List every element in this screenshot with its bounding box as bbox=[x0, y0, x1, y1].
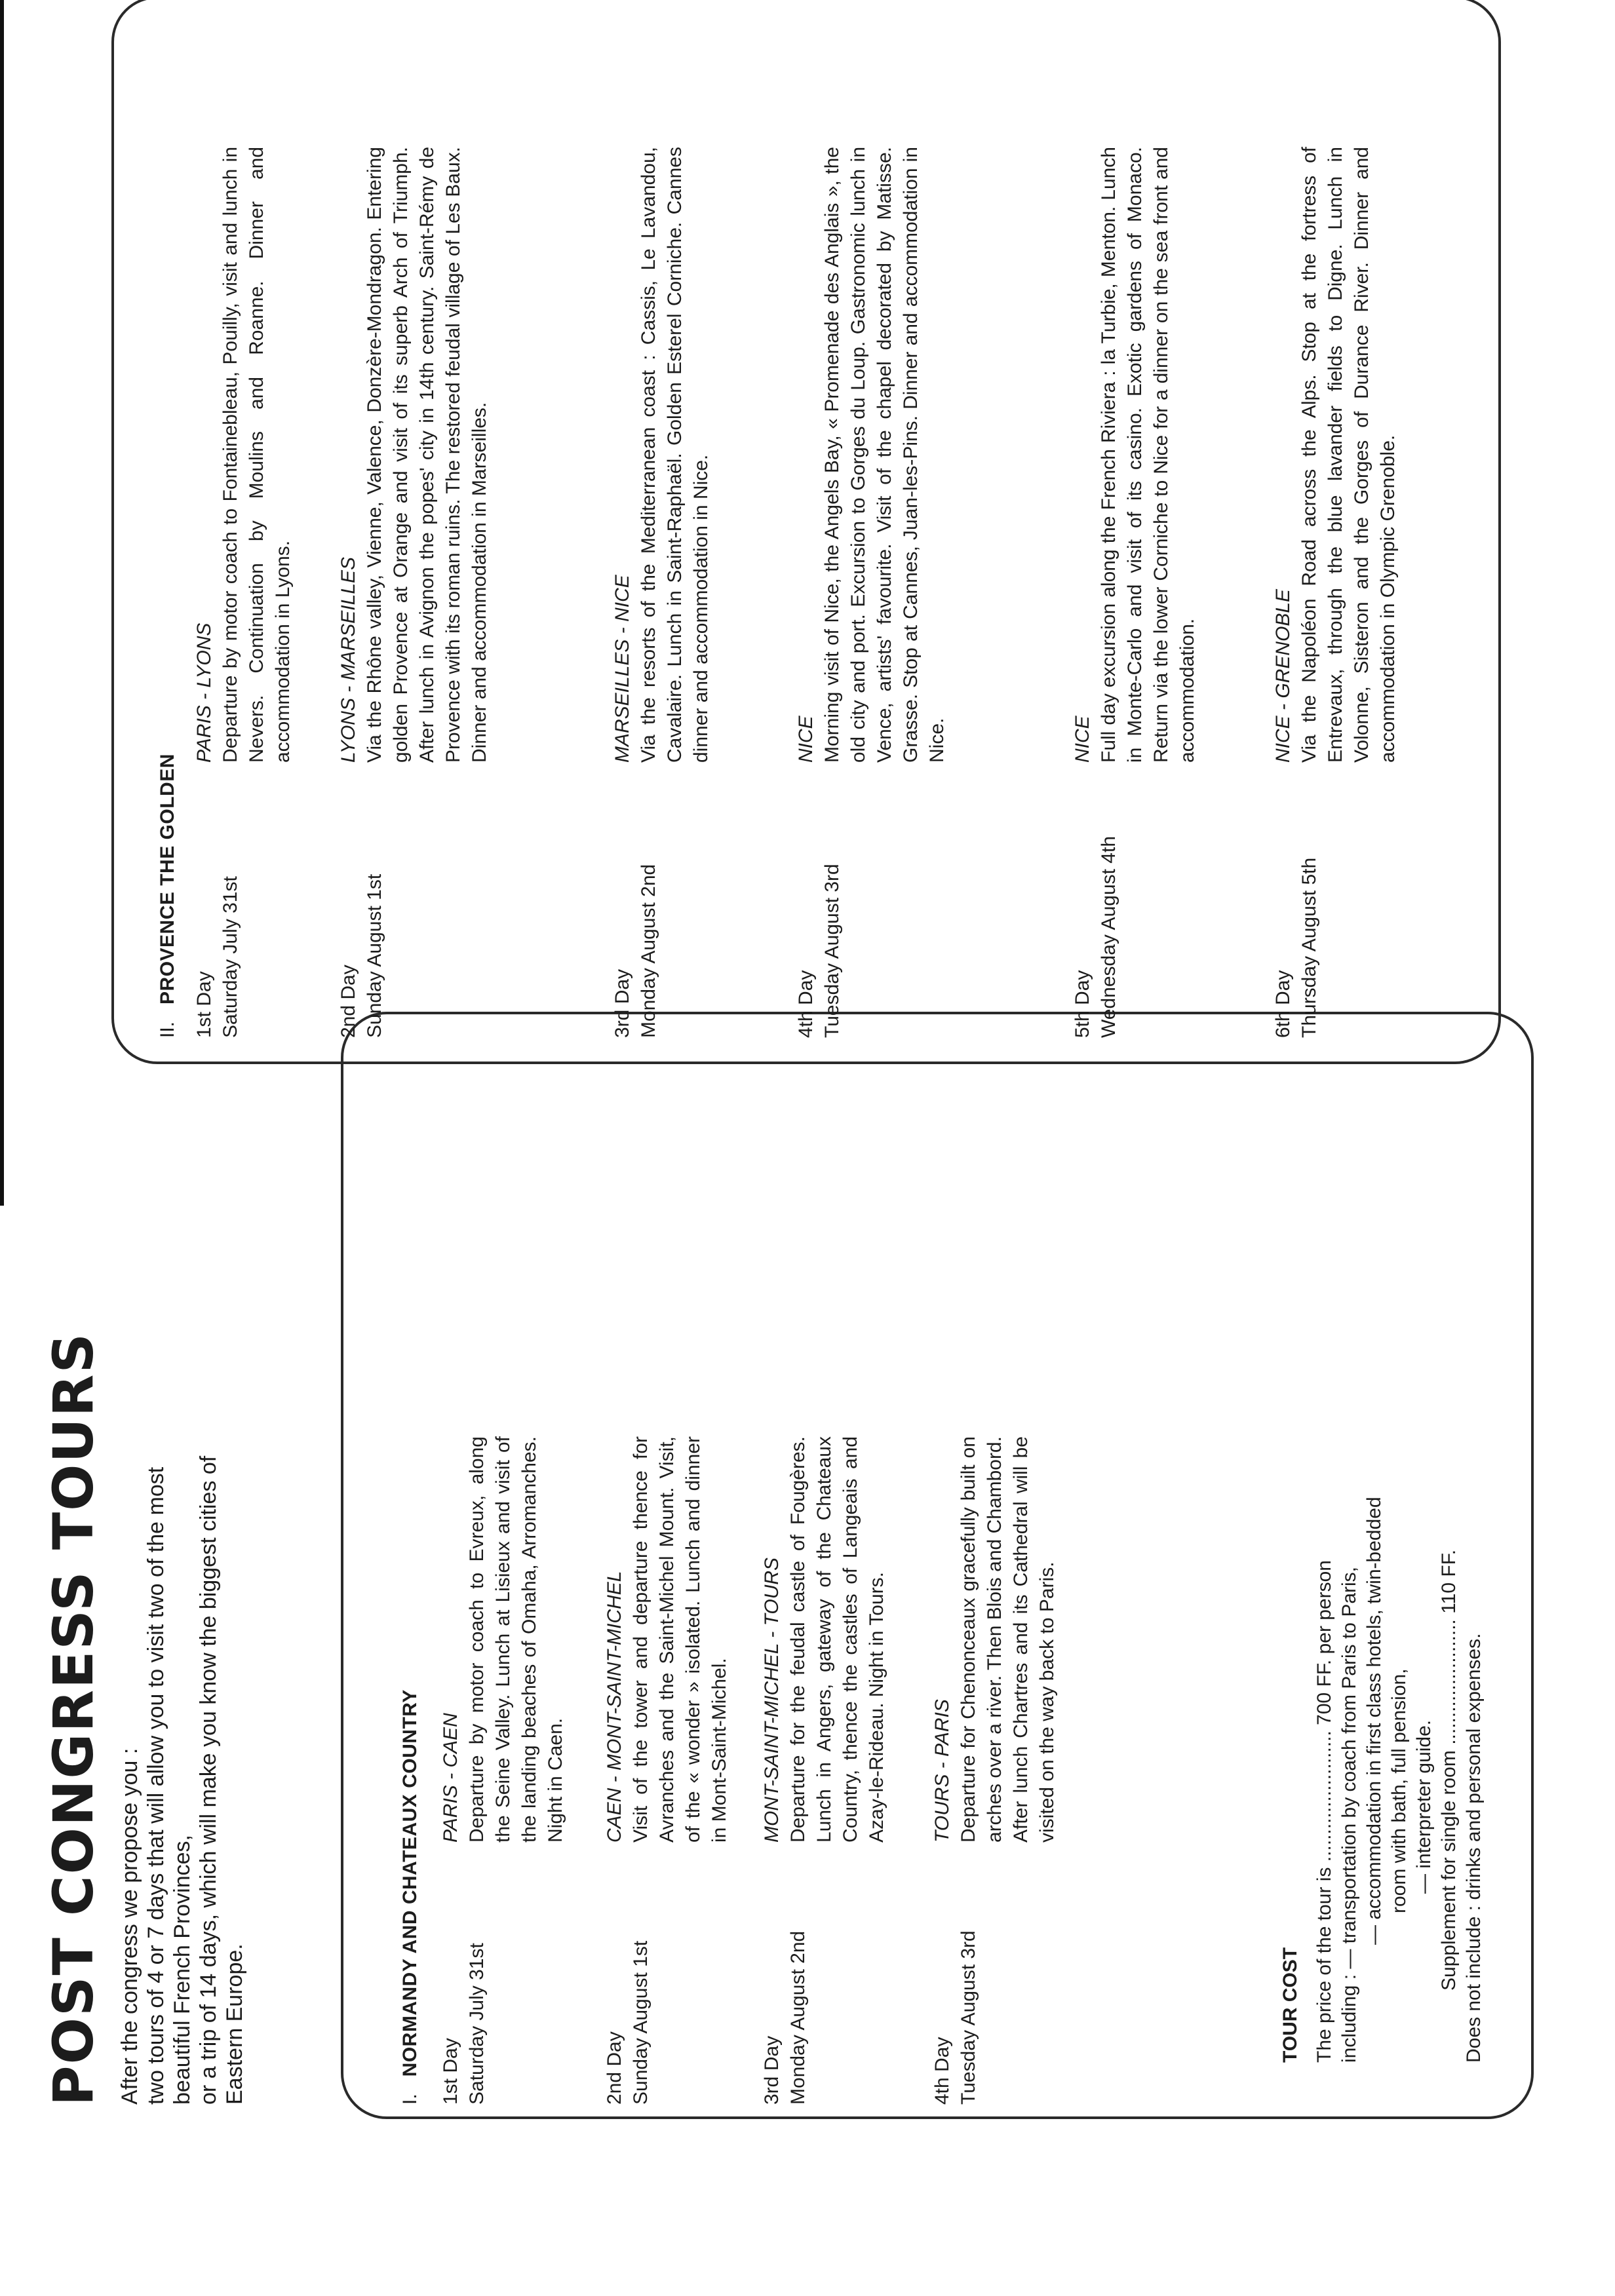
exclusions-line: Does not include : drinks and personal expenses. bbox=[1463, 1633, 1485, 2063]
tour-cost-heading: TOUR COST bbox=[1279, 1947, 1301, 2063]
day-route: NICE bbox=[795, 716, 817, 763]
day-description: Via the Napoléon Road across the Alps. Stop at the fortress of Entrevaux, through the blue lavander fields to Digne. Lunch in Volonne, Sisteron and the Gorges of Durance River. Dinner and accommodation in Olympic Grenoble. bbox=[1298, 147, 1399, 763]
intro-paragraph bbox=[117, 1082, 248, 2105]
day-date: Wednesday August 4th bbox=[1098, 836, 1119, 1038]
included-item: — interpreter guide. bbox=[1413, 1719, 1435, 1894]
day-number: 2nd Day bbox=[604, 2031, 625, 2105]
day-description: Departure by motor coach to Fontainebleau, Pouilly, visit and lunch in Nevers. Continuation by Moulins and Roanne. Dinner and accommodation in Lyons. bbox=[220, 147, 294, 763]
day-date: Saturday July 31st bbox=[466, 1943, 488, 2105]
intro-line: Eastern Europe. bbox=[222, 1943, 247, 2105]
day-description: Full day excursion along the French Riviera : la Turbie, Menton. Lunch in Monte-Carlo and visit of its casino. Exotic gardens of Monaco. Return via the lower Corniche to Nice for a dinner on the sea front and accommodation. bbox=[1098, 147, 1198, 763]
tour-1-heading bbox=[399, 1689, 422, 2105]
day-date: Saturday July 31st bbox=[220, 876, 241, 1038]
tour-1-number: I. bbox=[399, 2094, 421, 2105]
day-description: Via the Rhône valley, Vienne, Valence, Donzère-Mondragon. Entering golden Provence at Orange and visit of its superb Arch of Triumph. After lunch in Avignon the popes' city in 14th century. Saint-Rémy de Provence with its roman ruins. The restored feudal village of Les Baux. Dinner and accommodation in Marseilles. bbox=[364, 147, 490, 763]
day-route: NICE bbox=[1072, 716, 1093, 763]
intro-line: After the congress we propose you : bbox=[117, 1748, 142, 2105]
day-route: LYONS - MARSEILLES bbox=[338, 556, 359, 763]
day-description: Morning visit of Nice, the Angels Bay, « Promenade des Anglais », the old city and port. Excursion to Gorges du Loup. Gastronomic lunch in Vence, artists' favourite. Visit of the chapel decorated by Matisse. Grasse. Stop at Cannes, Juan-les-Pins. Dinner and accommodation in Nice. bbox=[821, 147, 948, 763]
day-date: Tuesday August 3rd bbox=[958, 1930, 979, 2105]
tour-cost-section bbox=[1278, 1054, 1487, 2063]
tour-2-name: PROVENCE THE GOLDEN bbox=[157, 754, 178, 1004]
tour-1-name: NORMANDY AND CHATEAUX COUNTRY bbox=[399, 1689, 421, 2077]
included-item: — accommodation in first class hotels, twin-bedded bbox=[1363, 1497, 1385, 1945]
day-number: 1st Day bbox=[440, 2038, 461, 2105]
day-number: 3rd Day bbox=[761, 2035, 783, 2105]
day-route: TOURS - PARIS bbox=[931, 1699, 953, 1843]
day-date: Monday August 2nd bbox=[638, 864, 659, 1038]
included-item-continued: room with bath, full pension, bbox=[1388, 1668, 1410, 1913]
day-route: PARIS - LYONS bbox=[193, 622, 215, 763]
day-date: Sunday August 1st bbox=[630, 1940, 652, 2105]
day-number: 3rd Day bbox=[612, 968, 633, 1038]
price-line: The price of the tour is ........................ 700 FF. per person bbox=[1313, 1560, 1335, 2063]
tour-2-heading bbox=[156, 754, 180, 1038]
included-item: including : — transportation by coach from Paris to Paris, bbox=[1338, 1566, 1360, 2063]
day-number: 4th Day bbox=[795, 970, 817, 1038]
day-date: Thursday August 5th bbox=[1298, 857, 1320, 1038]
day-description: Departure for the feudal castle of Fougères. Lunch in Angers, gateway of the Chateaux Country, thence the castles of Langeais and Azay-le-Rideau. Night in Tours. bbox=[787, 1436, 887, 1843]
day-number: 6th Day bbox=[1272, 970, 1294, 1038]
intro-line: or a trip of 14 days, which will make you know the biggest cities of bbox=[196, 1455, 221, 2105]
day-number: 2nd Day bbox=[338, 965, 359, 1038]
tour-2-number: II. bbox=[157, 1021, 178, 1038]
page-title: POST CONGRESS TOURS bbox=[41, 1332, 106, 2106]
day-number: 4th Day bbox=[931, 2037, 953, 2105]
day-description: Via the resorts of the Mediterranean coast : Cassis, Le Lavandou, Cavalaire. Lunch in Saint-Raphaël. Golden Esterel Corniche. Cannes dinner and accommodation in Nice. bbox=[638, 147, 712, 763]
day-route: MARSEILLES - NICE bbox=[612, 575, 633, 763]
intro-line: beautiful French Provinces, bbox=[170, 1835, 195, 2105]
day-date: Monday August 2nd bbox=[787, 1930, 809, 2105]
day-description: Departure by motor coach to Evreux, along the Seine Valley. Lunch at Lisieux and visit of the landing beaches of Omaha, Arromanches. Night in Caen. bbox=[466, 1436, 566, 1843]
day-route: PARIS - CAEN bbox=[440, 1713, 461, 1843]
day-route: CAEN - MONT-SAINT-MICHEL bbox=[604, 1571, 625, 1843]
day-route: NICE - GRENOBLE bbox=[1272, 588, 1294, 763]
day-route: MONT-SAINT-MICHEL - TOURS bbox=[761, 1557, 783, 1843]
day-number: 5th Day bbox=[1072, 970, 1093, 1038]
day-description: Visit of the tower and departure thence for Avranches and the Saint-Michel Mount. Visit, of the « wonder » isolated. Lunch and dinner in Mont-Saint-Michel. bbox=[630, 1436, 730, 1843]
intro-line: two tours of 4 or 7 days that will allow you to visit two of the most bbox=[144, 1466, 168, 2105]
day-date: Tuesday August 3rd bbox=[821, 864, 843, 1038]
day-date: Sunday August 1st bbox=[364, 873, 385, 1038]
day-description: Departure for Chenonceaux gracefully built on arches over a river. Then Blois and Chambord. After lunch Chartres and its Cathedral will be visited on the way back to Paris. bbox=[958, 1436, 1058, 1843]
day-number: 1st Day bbox=[193, 971, 215, 1038]
supplement-line: Supplement for single room ....................... 110 FF. bbox=[1438, 1549, 1460, 1991]
